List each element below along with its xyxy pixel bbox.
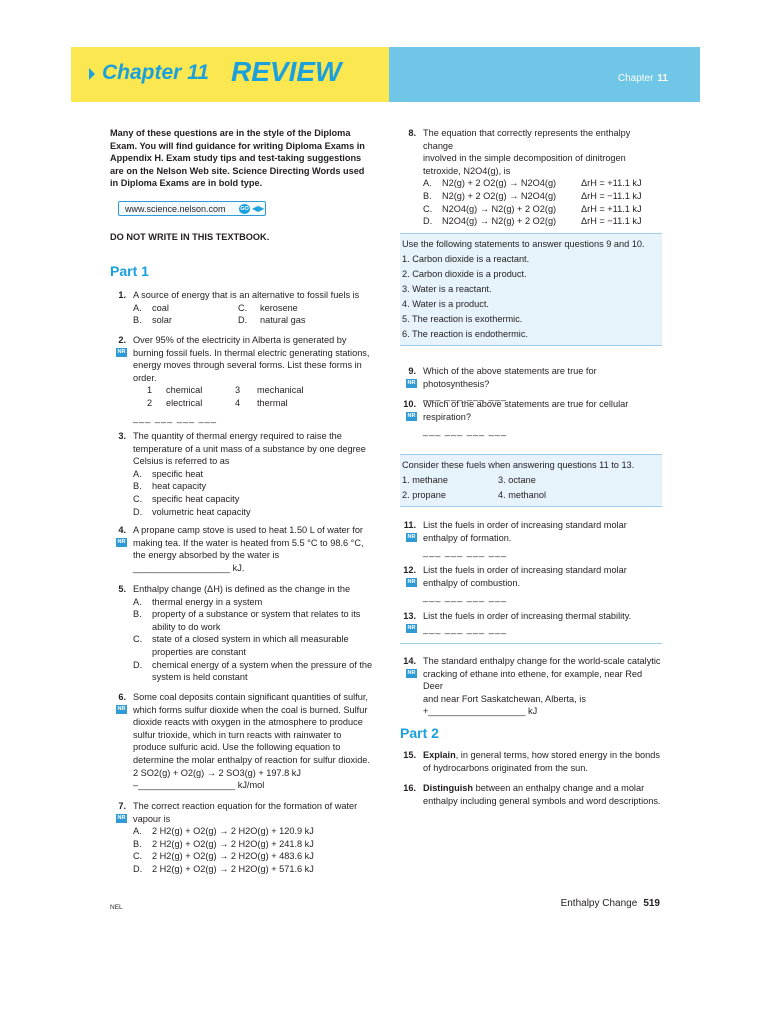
fuel-item: 1. methane	[402, 475, 448, 485]
nr-badge: NR	[407, 534, 416, 540]
option-c: specific heat capacity	[152, 493, 240, 504]
option-c-enthalpy: ΔrH = +11.1 kJ	[581, 203, 642, 214]
question-text: produce sulfuric acid. Use the following equation to	[133, 742, 341, 753]
question-text: determine the molar enthalpy of reaction for sulfur dioxide.	[133, 754, 370, 765]
option-b-enthalpy: ΔrH = −11.1 kJ	[581, 190, 642, 201]
option-d: chemical energy of a system when the pressure of the	[152, 659, 373, 670]
nr-badge: NR	[117, 349, 126, 355]
option-d: 2 H2(g) + O2(g) → 2 H2O(g) + 571.6 kJ	[152, 863, 314, 874]
fuel-item: 4. methanol	[498, 490, 547, 500]
form-number: 3	[235, 385, 241, 396]
option-c: 2 H2(g) + O2(g) → 2 H2O(g) + 483.6 kJ	[152, 851, 314, 862]
question-6	[110, 691, 374, 792]
option-b: heat capacity	[152, 481, 207, 492]
footer-publisher: NEL	[110, 904, 123, 911]
intro-line: Many of these questions are in the style of the Diploma	[110, 128, 351, 138]
statement-item: 1. Carbon dioxide is a reactant.	[402, 254, 530, 264]
statement-item: 2. Carbon dioxide is a product.	[402, 269, 527, 279]
question-text: temperature of a unit mass of a substance by one degree	[133, 443, 366, 454]
question-text: A propane camp stove is used to heat 1.50 L of water for	[133, 525, 363, 535]
running-head-label: Chapter	[617, 73, 654, 84]
question-text: A source of energy that is an alternative to fossil fuels is	[133, 290, 360, 300]
question-16	[400, 782, 662, 807]
question-13	[400, 610, 662, 635]
option-a: specific heat	[152, 468, 204, 479]
question-3: 3. The quantity of thermal energy required to raise the temperature of a unit mass of a substance by one degree Celsius is referred to as A. specific heat B. heat capacity C. specific heat capacity D. volumetric heat capacity	[110, 430, 374, 518]
option-a-enthalpy: ΔrH = +11.1 kJ	[581, 178, 642, 189]
option-d: volumetric heat capacity	[152, 506, 251, 517]
question-text: which forms sulfur dioxide when the coal is burned. Sulfur	[133, 704, 368, 715]
nr-badge: NR	[407, 413, 416, 419]
option-a: thermal energy in a system	[152, 596, 263, 607]
panel-title: Use the following statements to answer questions 9 and 10.	[402, 239, 645, 249]
question-2	[110, 334, 374, 424]
intro-line: Exam. You will find guidance for writing Diploma Exams in	[110, 140, 365, 151]
question-text: and near Fort Saskatchewan, Alberta, is	[423, 693, 586, 704]
answer-blanks[interactable]: ___ ___ ___ ___	[133, 412, 217, 423]
question-10	[400, 398, 662, 438]
form-number: 1	[147, 385, 153, 396]
form-item: thermal	[257, 397, 288, 408]
question-text: dioxide reacts with oxygen in the atmosphere to produce	[133, 717, 363, 728]
weblink-url[interactable]: www.science.nelson.com	[125, 204, 226, 214]
question-text: cracking of ethane into ethene, for example, near Red Deer	[423, 668, 643, 692]
form-item: mechanical	[257, 385, 304, 396]
question-4	[110, 524, 374, 574]
question-15	[400, 749, 662, 774]
form-item: electrical	[166, 397, 203, 408]
question-text: Enthalpy change (ΔH) is defined as the change in the	[133, 584, 351, 594]
question-text: tetroxide, N2O4(g), is	[423, 165, 511, 176]
question-11	[400, 519, 662, 559]
answer-blank[interactable]: +___________________ kJ	[423, 706, 538, 717]
footer-running-title	[561, 898, 660, 911]
question-number: 9.	[408, 366, 416, 376]
option-b: 2 H2(g) + O2(g) → 2 H2O(g) + 241.8 kJ	[152, 838, 314, 849]
nr-badge: NR	[407, 670, 416, 676]
question-number: 5.	[118, 584, 126, 594]
option-d-enthalpy: ΔrH = −11.1 kJ	[581, 216, 642, 227]
question-text: burning fossil fuels. In thermal electric generating stations,	[133, 347, 370, 358]
question-text: The correct reaction equation for the formation of water	[133, 801, 358, 811]
option-c: N2O4(g) → N2(g) + 2 O2(g)	[442, 203, 557, 214]
option-b: N2(g) + 2 O2(g) → N2O4(g)	[442, 190, 557, 201]
part2-title: Part 2	[400, 725, 439, 741]
section-divider	[400, 643, 662, 644]
question-text: List the fuels in order of increasing standard molar	[423, 520, 627, 530]
option-a: N2(g) + 2 O2(g) → N2O4(g)	[442, 178, 557, 189]
chevron-right-icon	[89, 68, 95, 80]
question-number: 10.	[403, 399, 416, 409]
fuel-item: 2. propane	[402, 490, 446, 500]
question-text: enthalpy of combustion.	[423, 577, 521, 588]
question-text: order.	[133, 372, 157, 383]
answer-blank[interactable]: –___________________ kJ/mol	[133, 780, 265, 791]
option-a: coal	[152, 302, 169, 313]
fuels-panel	[400, 454, 662, 507]
intro-paragraph	[110, 127, 374, 190]
arrows-icon: ◀▶	[252, 204, 265, 213]
nr-badge: NR	[407, 380, 416, 386]
question-number: 13.	[403, 611, 416, 621]
question-text: The quantity of thermal energy required to raise the	[133, 431, 342, 441]
form-item: chemical	[166, 385, 203, 396]
option-c: properties are constant	[152, 646, 246, 657]
question-7: 7. NR The correct reaction equation for the formation of water vapour is A. 2 H2(g) + O2(g) → 2 H2O(g) + 120.9 kJ B. 2 H2(g) + O2(g) → 2 H2O(g) + 241.8 kJ C. 2 H2(g) + O2(g) → 2 H2O(g) + 483.6 kJ D. 2 H2(g) + O2(g) → 2 H2O(g) + 571.6 kJ	[110, 800, 374, 876]
question-text: the energy absorbed by the water is	[133, 550, 280, 561]
question-number: 8.	[408, 128, 416, 138]
question-text: , in general terms, how stored energy in the bonds	[455, 750, 660, 760]
option-d: natural gas	[260, 315, 306, 326]
option-b: ability to do work	[152, 621, 221, 632]
question-text: involved in the simple decomposition of dinitrogen	[423, 153, 626, 164]
answer-blanks[interactable]: ___ ___ ___ ___	[423, 623, 507, 634]
question-text: making tea. If the water is heated from 5.5 °C to 98.6 °C,	[133, 537, 364, 548]
form-number: 4	[235, 397, 241, 408]
answer-blanks[interactable]: ___ ___ ___ ___	[423, 426, 507, 437]
question-text: The standard enthalpy change for the world-scale catalytic	[423, 656, 661, 666]
question-text: The equation that correctly represents the enthalpy change	[423, 128, 631, 151]
running-head-number: 11	[657, 73, 668, 84]
intro-line: are on the Nelson Web site. Science Directing Words used	[110, 165, 365, 176]
nr-badge: NR	[117, 815, 126, 821]
answer-blank[interactable]: ___________________ kJ.	[133, 562, 245, 573]
question-number: 4.	[118, 525, 126, 535]
question-number: 1.	[118, 290, 126, 300]
nr-badge: NR	[117, 539, 126, 545]
intro-line: Appendix H. Exam study tips and test-taking suggestions	[110, 153, 362, 164]
statement-item: 3. Water is a reactant.	[402, 284, 492, 294]
fuel-item: 3. octane	[498, 475, 536, 485]
question-text: Which of the above statements are true for photosynthesis?	[423, 366, 597, 389]
question-text: sulfur trioxide, which in turn reacts with rainwater to	[133, 729, 342, 740]
statement-item: 6. The reaction is endothermic.	[402, 329, 528, 339]
question-text: List the fuels in order of increasing thermal stability.	[423, 611, 632, 621]
question-number: 14.	[403, 656, 416, 666]
question-text: between an enthalpy change and a molar	[473, 783, 645, 793]
question-text: List the fuels in order of increasing standard molar	[423, 565, 627, 575]
go-button[interactable]: GO	[240, 206, 249, 212]
question-text: respiration?	[423, 411, 472, 422]
question-number: 11.	[403, 520, 416, 530]
nr-badge: NR	[407, 625, 416, 631]
option-d: N2O4(g) → N2(g) + 2 O2(g)	[442, 216, 557, 227]
question-number: 16.	[403, 783, 416, 793]
question-text: Over 95% of the electricity in Alberta is generated by	[133, 335, 347, 345]
answer-blanks[interactable]: ___ ___ ___ ___	[423, 547, 507, 558]
option-d: system is held constant	[152, 672, 248, 683]
panel-title: Consider these fuels when answering questions 11 to 13.	[402, 460, 635, 470]
page-number: 519	[643, 898, 660, 909]
option-a: 2 H2(g) + O2(g) → 2 H2O(g) + 120.9 kJ	[152, 826, 314, 837]
question-14	[400, 655, 662, 718]
question-12	[400, 564, 662, 604]
running-head	[618, 73, 668, 86]
directing-word: Explain	[423, 750, 456, 760]
directing-word: Distinguish	[423, 783, 474, 793]
statement-item: 5. The reaction is exothermic.	[402, 314, 523, 324]
nr-badge: NR	[407, 579, 416, 585]
equation: 2 SO2(g) + O2(g) → 2 SO3(g) + 197.8 kJ	[133, 767, 301, 778]
intro-line: in Diploma Exams are in bold type.	[110, 178, 263, 189]
statement-item: 4. Water is a product.	[402, 299, 489, 309]
form-number: 2	[147, 397, 153, 408]
footer-section: Enthalpy Change	[560, 898, 638, 909]
option-b: property of a substance or system that relates to its	[152, 609, 361, 620]
statements-panel	[400, 233, 662, 346]
chapter-banner	[71, 47, 700, 102]
question-8: 8. The equation that correctly represents the enthalpy change involved in the simple decomposition of dinitrogen tetroxide, N2O4(g), is A. N2(g) + 2 O2(g) → N2O4(g) ΔrH = +11.1 kJ B. N2(g) + 2 O2(g) → N2O4(g) ΔrH = −11.1 kJ C. N2O4(g) → N2(g) + 2 O2(g) ΔrH = +11.1 kJ D. N2O4(g) → N2(g) + 2 O2(g) ΔrH = −11.1 kJ	[400, 127, 662, 228]
nr-badge: NR	[117, 706, 126, 712]
answer-blanks[interactable]: ___ ___ ___ ___	[423, 391, 507, 402]
question-text: Celsius is referred to as	[133, 456, 230, 467]
warning-text: DO NOT WRITE IN THIS TEXTBOOK.	[110, 232, 270, 242]
question-5: 5. Enthalpy change (ΔH) is defined as the change in the A. thermal energy in a system B. property of a substance or system that relates to its ability to do work C. state of a closed system in which all measurable properties are constant D. chemical energy of a system when the pressure of the system is held constant	[110, 583, 374, 684]
part1-title: Part 1	[110, 263, 149, 279]
question-text: Which of the above statements are true for cellular	[423, 399, 629, 409]
chapter-title: Chapter 11	[102, 61, 209, 84]
question-text: of hydrocarbons originated from the sun.	[423, 762, 588, 773]
question-number: 2.	[118, 335, 126, 345]
option-c: state of a closed system in which all measurable	[152, 634, 349, 645]
question-text: vapour is	[133, 813, 171, 824]
question-text: enthalpy of formation.	[423, 532, 512, 543]
question-1: 1. A source of energy that is an alternative to fossil fuels is A. coal C. kerosene B. solar D. natural gas	[110, 289, 374, 327]
review-title: REVIEW	[231, 56, 342, 87]
option-c: kerosene	[260, 302, 298, 313]
question-text: energy moves through several forms. List these forms in	[133, 360, 362, 371]
question-text: Some coal deposits contain significant quantities of sulfur,	[133, 692, 368, 702]
question-text: enthalpy including general symbols and word descriptions.	[423, 795, 661, 806]
question-number: 6.	[118, 692, 126, 702]
answer-blanks[interactable]: ___ ___ ___ ___	[423, 592, 507, 603]
question-number: 3.	[118, 431, 126, 441]
question-number: 7.	[118, 801, 126, 811]
option-b: solar	[152, 315, 172, 326]
question-number: 15.	[403, 750, 416, 760]
question-number: 12.	[403, 565, 416, 575]
weblink-box[interactable]	[118, 201, 266, 216]
